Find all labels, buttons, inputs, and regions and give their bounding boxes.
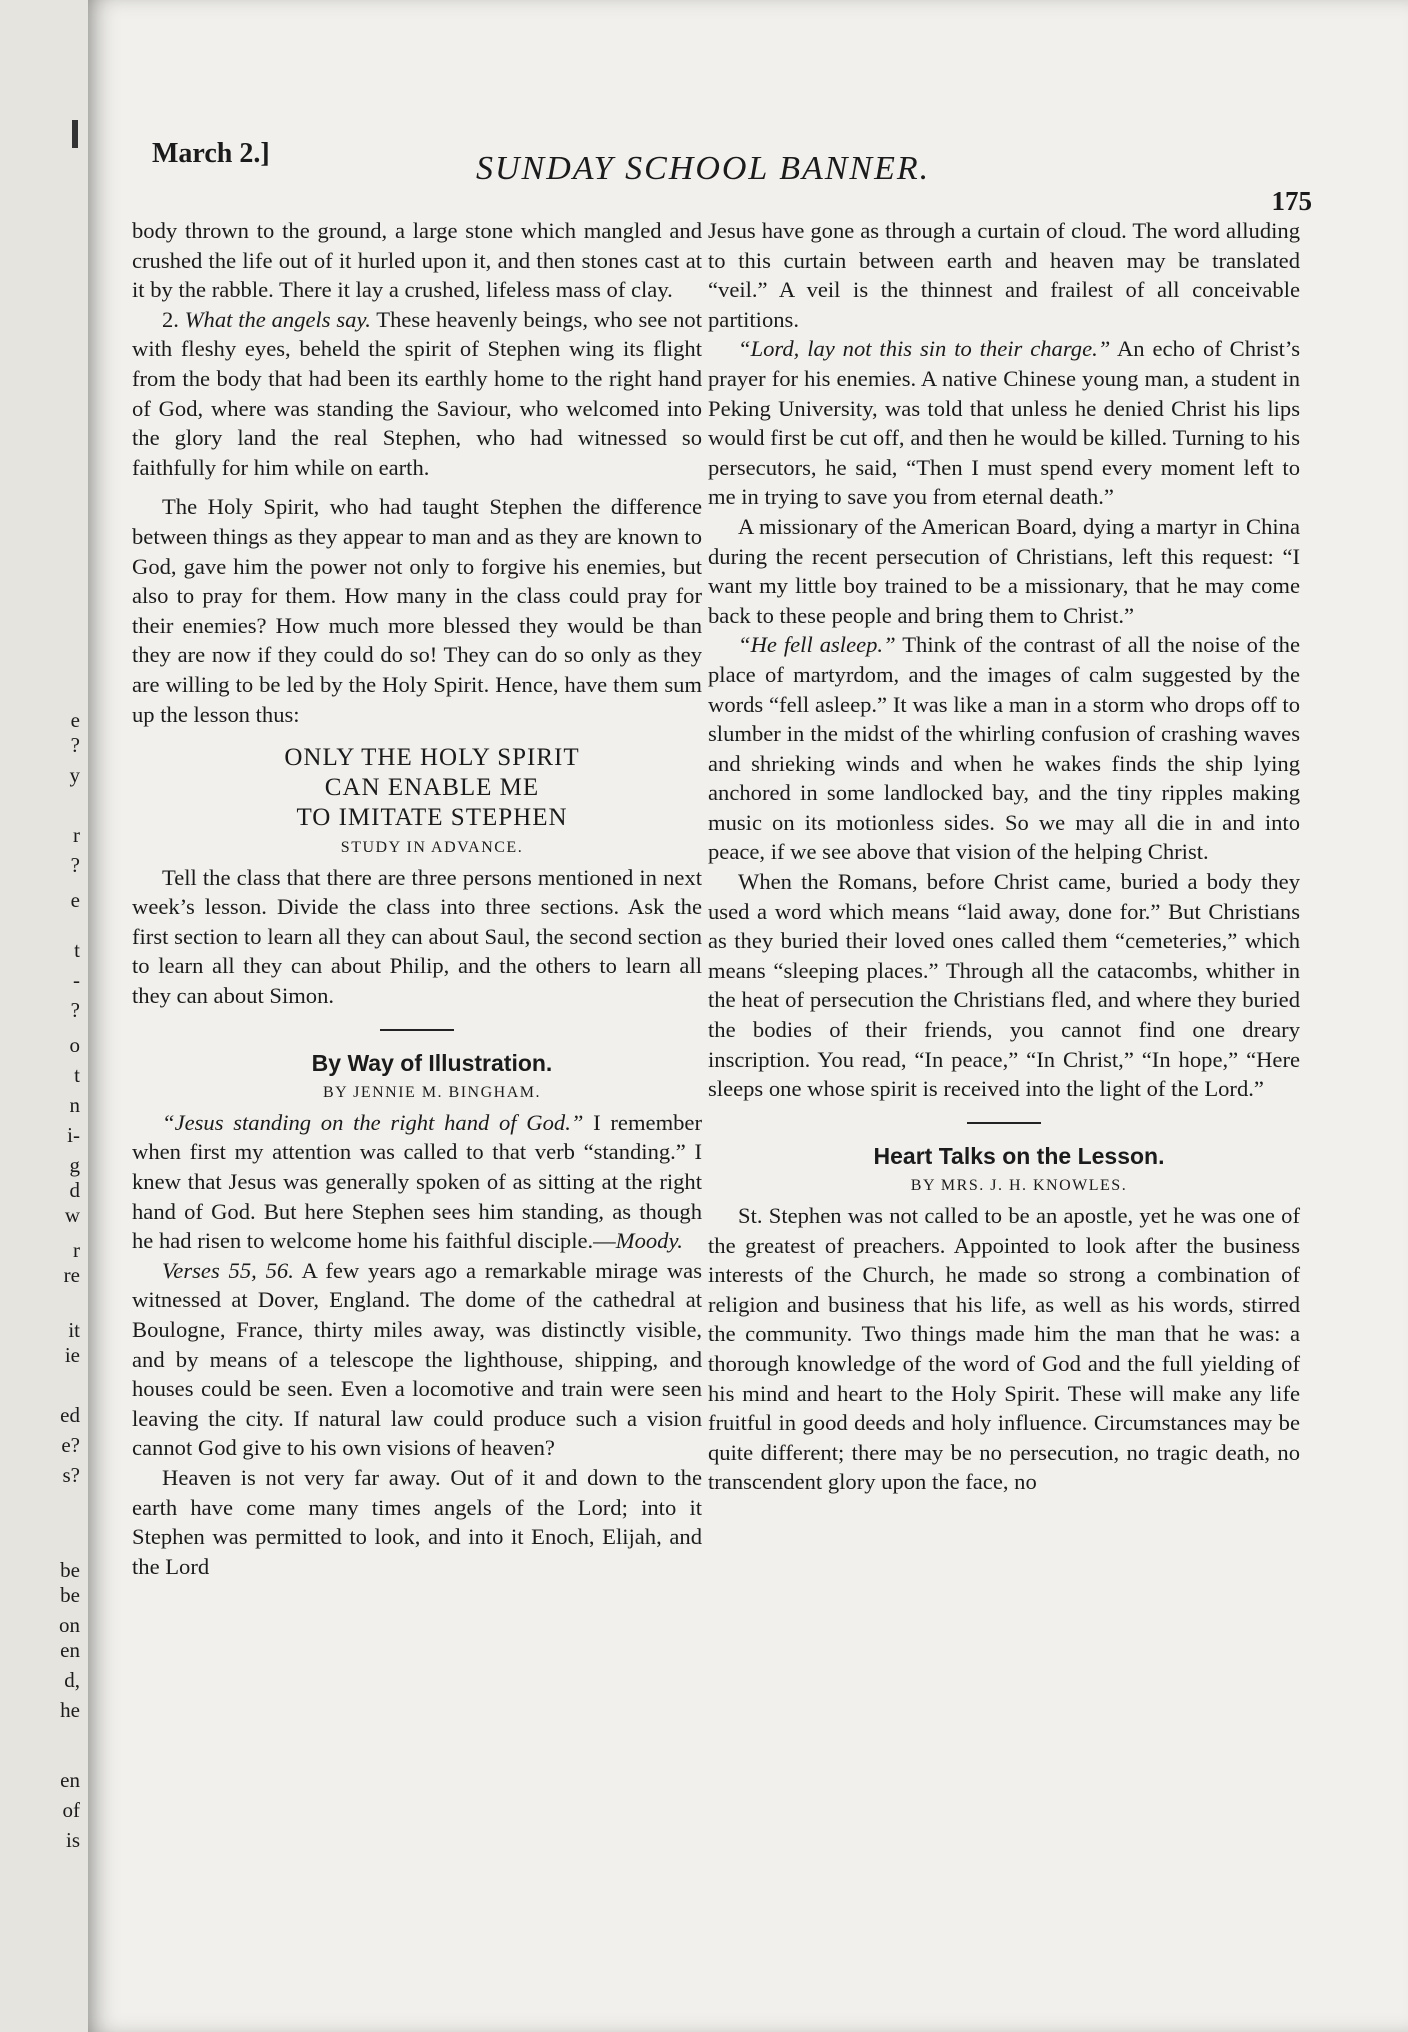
paragraph [132, 1108, 702, 1256]
motto-line: ONLY THE HOLY SPIRIT [284, 744, 580, 772]
margin-fragment: e [70, 888, 80, 912]
margin-fragment: - [73, 968, 80, 992]
margin-fragment: t [74, 938, 80, 962]
paragraph-lead: 2. [162, 306, 185, 332]
paragraph [132, 305, 702, 483]
paragraph: Heaven is not very far away. Out of it and down to the earth have come many times angels of the Lord; into it Stephen was permitted to look, and into it Enoch, Elijah, and the Lord [132, 1464, 702, 1579]
margin-fragment: d [69, 1178, 80, 1202]
margin-fragment: i- [67, 1123, 80, 1147]
italic-phrase: What the angels say. [184, 306, 371, 332]
binding-mark [72, 120, 78, 148]
margin-fragment: en [60, 1768, 80, 1792]
paragraph-body: An echo of Christ’s prayer for his enemies. A native Chinese young man, a student in Peking University, was told that unless he denied Christ his lips would first be cut off, and then he would be killed. Turning to his persecutors, he said, “Then I must spend every moment left to me in trying to save you from eternal death.” [708, 336, 1300, 510]
margin-fragment: it [68, 1318, 80, 1342]
motto-line: CAN ENABLE ME [324, 774, 540, 802]
right-column [708, 216, 1300, 1497]
margin-fragment: en [60, 1638, 80, 1662]
paragraph [132, 1256, 702, 1463]
signature: Moody. [615, 1228, 683, 1254]
margin-fragment: s? [62, 1463, 80, 1487]
margin-fragment: g [69, 1153, 80, 1177]
margin-fragment: be [60, 1583, 80, 1607]
byline: BY MRS. J. H. KNOWLES. [910, 1177, 1128, 1195]
margin-fragment: w [64, 1203, 80, 1227]
margin-fragment: he [60, 1698, 80, 1722]
page-number: 175 [1271, 186, 1312, 216]
margin-fragment: ? [70, 853, 80, 877]
subheading: STUDY IN ADVANCE. [340, 839, 524, 857]
section-heading: By Way of Illustration. [311, 1049, 553, 1076]
margin-fragment: is [65, 1828, 80, 1852]
margin-fragment: ? [70, 998, 80, 1022]
paragraph: The Holy Spirit, who had taught Stephen the difference between things as they appear to man and as they are known to God, gave him the power not only to forgive his enemies, but also to pray for them. How many in the class could pray for their enemies? How much more blessed they would be than they are now if they could do so! They can do so only as they are willing to be led by the Holy Spirit. Hence, have them sum up the lesson thus: [132, 494, 702, 727]
motto-line: TO IMITATE STEPHEN [296, 804, 568, 832]
margin-fragment: t [74, 1063, 80, 1087]
left-column [132, 216, 702, 1581]
header-date: March 2.] [152, 138, 270, 169]
paragraph: body thrown to the ground, a large stone which mangled and crushed the life out of it hurled upon it, and then stones cast at it by the rabble. There it lay a crushed, lifeless mass of clay. [132, 218, 702, 303]
facing-page-margin [0, 0, 88, 2032]
publication-title: SUNDAY SCHOOL BANNER. [476, 150, 931, 187]
lesson-motto [132, 743, 702, 833]
paragraph-body: These heavenly beings, who see not with fleshy eyes, beheld the spirit of Stephen wing its flight from the body that had been its earthly home to the right hand of God, where was standing the Saviour, who welcomed into the glory land the real Stephen, who had witnessed so faithfully for him while on earth. [132, 306, 702, 480]
margin-fragment: ed [60, 1403, 80, 1427]
italic-phrase: “He fell asleep.” [738, 632, 896, 658]
paragraph: Jesus have gone as through a curtain of cloud. The word alluding to this curtain between earth and heaven may be translated “veil.” A veil is the thinnest and frailest of all conceivable partitions. [708, 218, 1300, 332]
paragraph: A missionary of the American Board, dying a martyr in China during the recent persecution of Christians, left this request: “I want my little boy trained to be a missionary, that he may come back to these people and bring them to Christ.” [708, 513, 1300, 628]
paragraph [708, 334, 1300, 512]
paragraph: St. Stephen was not called to be an apostle, yet he was one of the greatest of preachers. Appointed to look after the business interests of the Church, he made so strong a combination of religion and business that his life, as well as his words, stirred the community. Two things made him the man that he was: a thorough knowledge of the word of God and the full yielding of his mind and heart to the Holy Spirit. These will make any life fruitful in good deeds and holy influence. Circumstances may be quite different; there may be no persecution, no tragic death, no transcendent glory upon the face, no [708, 1203, 1300, 1495]
margin-fragment: r [73, 1238, 80, 1262]
italic-phrase: “Jesus standing on the right hand of God.” [162, 1109, 584, 1135]
italic-phrase: Verses 55, 56. [162, 1257, 294, 1283]
margin-fragment: y [69, 763, 80, 787]
margin-fragment: be [60, 1558, 80, 1582]
margin-fragment: on [59, 1613, 80, 1637]
margin-fragment: of [62, 1798, 80, 1822]
section-divider [967, 1122, 1041, 1124]
paragraph: When the Romans, before Christ came, buried a body they used a word which means “laid away, done for.” But Christians as they buried their loved ones called them “cemeteries,” which means “sleeping places.” Through all the catacombs, whither in the heat of persecution the Christians fled, and where they buried the bodies of their friends, you cannot find one dreary inscription. You read, “In peace,” “In Christ,” “In hope,” “Here sleeps one whose spirit is received into the light of the Lord.” [708, 869, 1300, 1102]
section-heading: Heart Talks on the Lesson. [873, 1142, 1165, 1169]
margin-fragment: ie [64, 1343, 80, 1367]
margin-fragment: e? [61, 1433, 80, 1457]
byline: BY JENNIE M. BINGHAM. [322, 1084, 541, 1102]
margin-fragment: o [69, 1033, 80, 1057]
section-divider [380, 1029, 454, 1031]
margin-fragment: d, [64, 1668, 80, 1692]
paragraph: Tell the class that there are three persons mentioned in next week’s lesson. Divide the class into three sections. Ask the first section to learn all they can about Saul, the second section to learn all they can about Philip, and the others to learn all they can about Simon. [132, 864, 702, 1009]
paragraph-body: I remember when first my attention was called to that verb “standing.” I knew that Jesus was generally spoken of as sitting at the right hand of God. But here Stephen sees him standing, as though he had risen to welcome home his faithful disciple.— [132, 1109, 702, 1254]
margin-fragment: n [69, 1093, 80, 1117]
paragraph-body: A few years ago a remarkable mirage was witnessed at Dover, England. The dome of the cathedral at Boulogne, France, thirty miles away, was distinctly visible, and by means of a telescope the lighthouse, shipping, and houses could be seen. Even a locomotive and train were seen leaving the city. If natural law could produce such a vision cannot God give to his own visions of heaven? [132, 1257, 702, 1461]
margin-fragment: ? [70, 733, 80, 757]
margin-fragment: e [70, 708, 80, 732]
paragraph [708, 630, 1300, 867]
paragraph-body: Think of the contrast of all the noise of the place of martyrdom, and the images of calm suggested by the words “fell asleep.” It was like a man in a storm who drops off to slumber in the midst of the whirling confusion of crashing waves and shrieking winds and when he wakes finds the ship lying anchored in some landlocked bay, and the tiny ripples making music on its motionless sides. So we may all die in and into peace, if we see above that vision of the helping Christ. [708, 632, 1300, 865]
margin-fragment: r [73, 823, 80, 847]
margin-fragment: re [63, 1263, 80, 1287]
italic-phrase: “Lord, lay not this sin to their charge.” [738, 336, 1111, 362]
running-header [152, 130, 1312, 216]
